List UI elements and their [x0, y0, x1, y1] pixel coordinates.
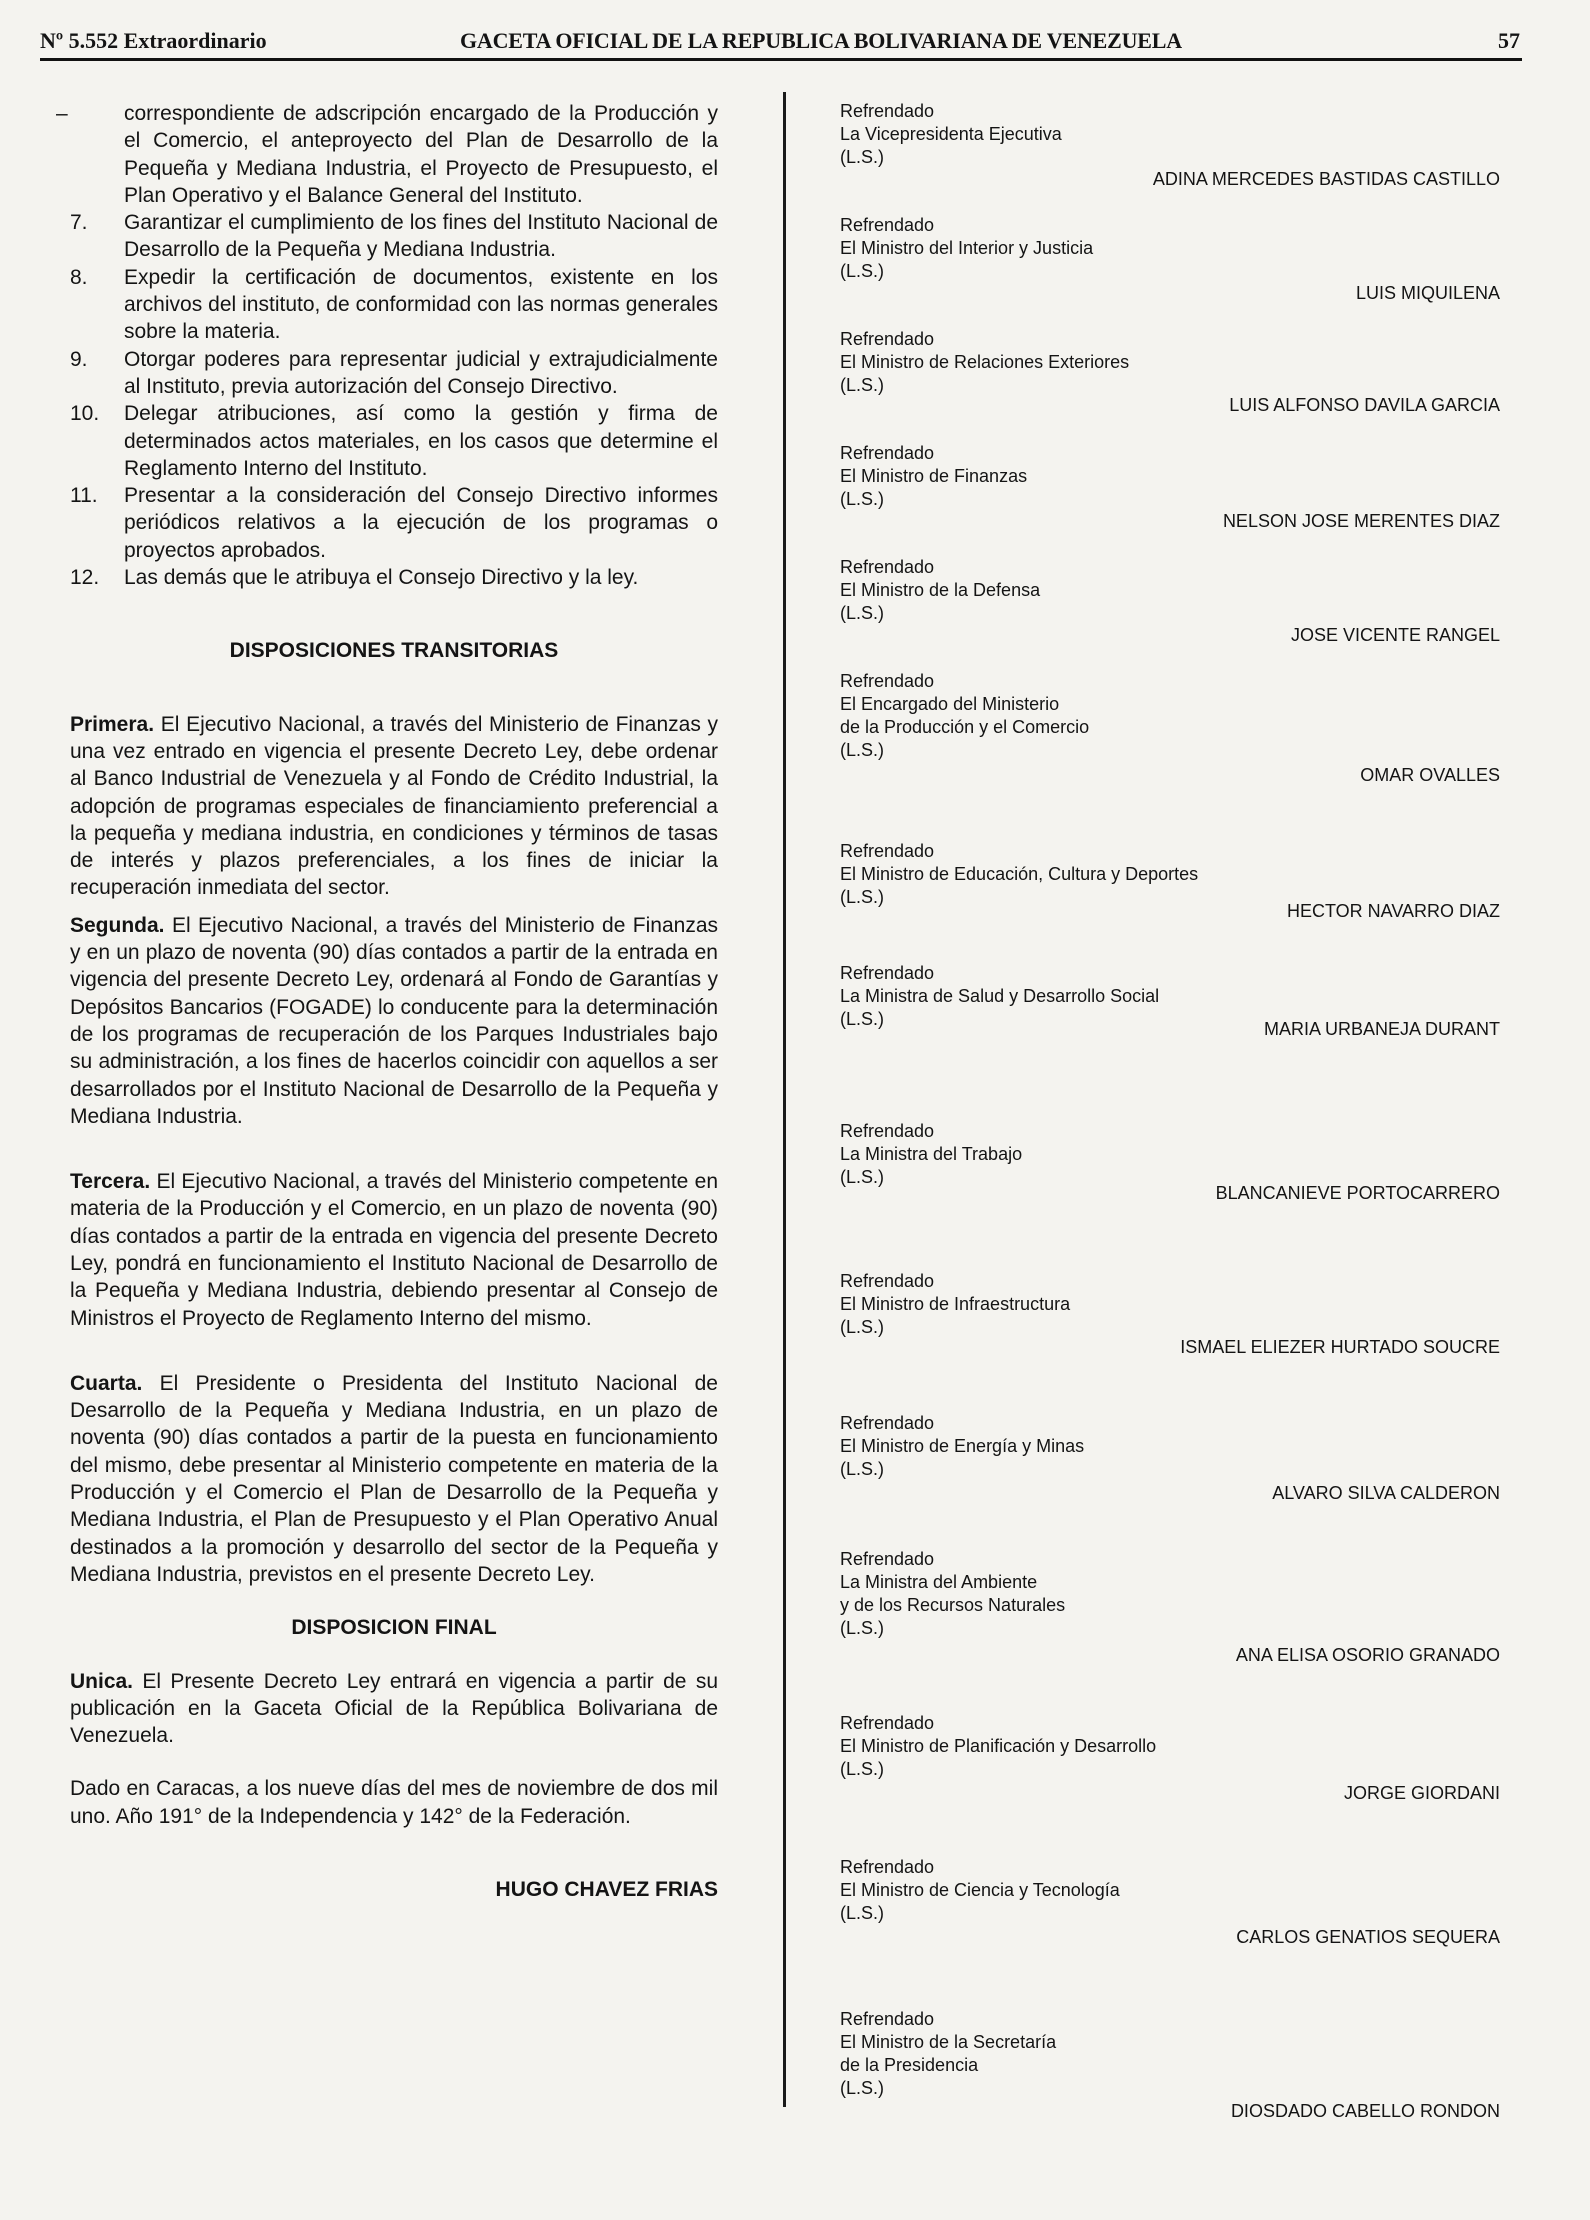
minister-name: ALVARO SILVA CALDERON — [1272, 1483, 1500, 1503]
header-rule — [40, 58, 1522, 61]
list-item — [70, 346, 718, 401]
list-item-number: 10. — [70, 402, 100, 426]
page-number: 57 — [1498, 28, 1520, 53]
list-item-text: Expedir la certificación de documentos, existente en los archivos del instituto, de conformidad con las normas generales sobre la materia. — [124, 265, 718, 344]
office-title: El Ministro de Infraestructura — [840, 1294, 1071, 1314]
countersignature-block — [840, 100, 1500, 189]
gazette-title: GACETA OFICIAL DE LA REPUBLICA BOLIVARIANA DE VENEZUELA — [460, 28, 1182, 53]
list-item-continuation — [56, 100, 718, 209]
refrendado-label: Refrendado — [840, 443, 935, 463]
list-item-text: Presentar a la consideración del Consejo Directivo informes periódicos relativos a la ejecución de los programas o proyectos aprobados. — [124, 484, 718, 562]
list-item-number: 7. — [70, 211, 88, 235]
ls-mark: (L.S.) — [840, 887, 885, 907]
refrendado-label: Refrendado — [840, 1413, 935, 1433]
unica-lead: Unica. — [70, 1669, 134, 1693]
list-item-number: 8. — [70, 265, 88, 289]
refrendado-label: Refrendado — [840, 329, 935, 349]
office-title: El Ministro de la Secretaría — [840, 2032, 1057, 2052]
countersignature-block — [840, 670, 1500, 785]
minister-name: ADINA MERCEDES BASTIDAS CASTILLO — [1152, 169, 1500, 189]
ls-mark: (L.S.) — [840, 2078, 885, 2098]
minister-name: DIOSDADO CABELLO RONDON — [1230, 2101, 1500, 2121]
office-title: La Ministra del Ambiente — [840, 1572, 1038, 1592]
list-item-number: 11. — [70, 484, 98, 508]
office-title: El Ministro de Energía y Minas — [840, 1436, 1085, 1456]
president-signature: HUGO CHAVEZ FRIAS — [495, 1878, 718, 1902]
tercera-text: El Ejecutivo Nacional, a través del Ministerio competente en materia de la Producción y el Comercio, en un plazo de noventa (90) días contados a partir de la entrada en vigencia del presente Decreto Ley, pondrá en funcionamiento el Instituto Nacional de Desarrollo de la Pequeña y Mediana Industria, debiendo presentar al Consejo de Ministros el Proyecto de Reglamento Interno del mismo. — [70, 1170, 718, 1330]
countersignature-block — [840, 2008, 1500, 2121]
office-title: El Ministro de Ciencia y Tecnología — [840, 1880, 1120, 1900]
list-item — [70, 400, 718, 482]
primera-lead: Primera. — [70, 712, 155, 736]
refrendado-label: Refrendado — [840, 101, 935, 121]
segunda-text: El Ejecutivo Nacional, a través del Ministerio de Finanzas y en un plazo de noventa (90) días contados a partir de la entrada en vigencia del presente Decreto Ley, ordenará al Fondo de Garantías y Depósitos Bancarios (FOGADE) lo conducente para la determinación de los programas de recuperación de los Parques Industriales bajo su administración, a los fines de hacerlos coincidir con aquellos a ser desarrollados por el Instituto Nacional de Desarrollo de la Pequeña y Mediana Industria. — [70, 913, 718, 1128]
list-item — [70, 482, 718, 564]
office-title: El Ministro del Interior y Justicia — [840, 238, 1094, 258]
dado-paragraph: Dado en Caracas, a los nueve días del mes de noviembre de dos mil uno. Año 191° de la Independencia y 142° de la Federación. — [70, 1777, 718, 1828]
office-title: y de los Recursos Naturales — [840, 1595, 1066, 1615]
countersignature-block — [840, 1548, 1500, 1665]
refrendado-label: Refrendado — [840, 841, 935, 861]
minister-name: JORGE GIORDANI — [1343, 1783, 1500, 1803]
countersignature-block — [840, 556, 1500, 645]
segunda-lead: Segunda. — [70, 913, 165, 937]
refrendado-label: Refrendado — [840, 1713, 935, 1733]
primera-paragraph — [70, 711, 718, 902]
ls-mark: (L.S.) — [840, 1459, 885, 1479]
office-title: El Ministro de Finanzas — [840, 466, 1028, 486]
office-title: El Ministro de Relaciones Exteriores — [840, 352, 1130, 372]
office-title: de la Presidencia — [840, 2055, 979, 2075]
list-item-text: Garantizar el cumplimiento de los fines del Instituto Nacional de Desarrollo de la Pequeña y Mediana Industria. — [124, 211, 718, 262]
office-title: El Ministro de la Defensa — [840, 580, 1041, 600]
unica-paragraph — [70, 1668, 718, 1750]
countersignature-block — [840, 442, 1500, 531]
minister-name: CARLOS GENATIOS SEQUERA — [1236, 1927, 1500, 1947]
list-item — [70, 264, 718, 346]
tercera-lead: Tercera. — [70, 1170, 151, 1194]
refrendado-label: Refrendado — [840, 1121, 935, 1141]
office-title: La Vicepresidenta Ejecutiva — [840, 124, 1062, 144]
final-heading: DISPOSICION FINAL — [291, 1616, 497, 1640]
countersignature-block — [840, 328, 1500, 415]
refrendado-label: Refrendado — [840, 557, 935, 577]
minister-name: LUIS MIQUILENA — [1355, 283, 1500, 303]
office-title: La Ministra del Trabajo — [840, 1144, 1023, 1164]
transitorias-heading: DISPOSICIONES TRANSITORIAS — [229, 639, 559, 663]
left-column — [56, 100, 718, 1903]
countersignature-block — [840, 214, 1500, 303]
countersignature-block — [840, 1120, 1500, 1203]
column-divider — [783, 92, 786, 2107]
list-item-text: Delegar atribuciones, así como la gestión y firma de determinados actos materiales, en los casos que determine el Reglamento Interno del Instituto. — [124, 402, 718, 480]
office-title: La Ministra de Salud y Desarrollo Social — [840, 986, 1160, 1006]
countersignature-block — [840, 1856, 1500, 1947]
office-title: El Ministro de Planificación y Desarrollo — [840, 1736, 1157, 1756]
ls-mark: (L.S.) — [840, 603, 885, 623]
minister-name: LUIS ALFONSO DAVILA GARCIA — [1229, 395, 1500, 415]
segunda-paragraph — [70, 912, 718, 1130]
list-item-text: Las demás que le atribuya el Consejo Directivo y la ley. — [124, 566, 639, 590]
ls-mark: (L.S.) — [840, 1167, 885, 1187]
ls-mark: (L.S.) — [840, 1903, 885, 1923]
list-item-text: Otorgar poderes para representar judicial y extrajudicialmente al Instituto, previa autorización del Consejo Directivo. — [124, 347, 718, 398]
tercera-paragraph — [70, 1168, 718, 1332]
refrendado-label: Refrendado — [840, 1857, 935, 1877]
list-item-text: correspondiente de adscripción encargado de la Producción y el Comercio, el anteproyecto del Plan de Desarrollo de la Pequeña y Mediana Industria, el Proyecto de Presupuesto, el Plan Operativo y el Balance General del Instituto. — [124, 102, 718, 207]
cuarta-lead: Cuarta. — [70, 1371, 143, 1395]
minister-name: OMAR OVALLES — [1360, 765, 1500, 785]
ls-mark: (L.S.) — [840, 740, 885, 760]
minister-name: NELSON JOSE MERENTES DIAZ — [1222, 511, 1500, 531]
ls-mark: (L.S.) — [840, 1618, 885, 1638]
list-item — [70, 209, 718, 264]
dash-mark: – — [56, 102, 68, 125]
minister-name: HECTOR NAVARRO DIAZ — [1286, 901, 1500, 921]
refrendado-label: Refrendado — [840, 963, 935, 983]
ls-mark: (L.S.) — [840, 1317, 885, 1337]
refrendado-label: Refrendado — [840, 1271, 935, 1291]
ls-mark: (L.S.) — [840, 1759, 885, 1779]
cuarta-paragraph — [70, 1370, 718, 1588]
ls-mark: (L.S.) — [840, 375, 885, 395]
attributions-list — [56, 100, 718, 591]
cuarta-text: El Presidente o Presidenta del Instituto Nacional de Desarrollo de la Pequeña y Mediana Industria, en un plazo de noventa (90) días contados a partir de la puesta en funcionamiento del mismo, debe presentar al Ministerio competente en materia de la Producción y el Comercio el Plan de Desarrollo de la Pequeña y Mediana Industria, el Plan de Presupuesto y el Plan Operativo Anual destinados a la promoción y desarrollo del sector de la Pequeña y Mediana Industria, previstos en el presente Decreto Ley. — [70, 1371, 718, 1586]
minister-name: MARIA URBANEJA DURANT — [1263, 1019, 1500, 1039]
minister-name: BLANCANIEVE PORTOCARRERO — [1215, 1183, 1500, 1203]
countersignature-block — [840, 962, 1500, 1039]
ls-mark: (L.S.) — [840, 489, 885, 509]
list-item-number: 9. — [70, 347, 88, 371]
minister-name: JOSE VICENTE RANGEL — [1290, 625, 1500, 645]
countersignature-block — [840, 1712, 1500, 1803]
refrendado-label: Refrendado — [840, 671, 935, 691]
primera-text: El Ejecutivo Nacional, a través del Ministerio de Finanzas y una vez entrado en vigencia el presente Decreto Ley, debe ordenar al Banco Industrial de Venezuela y al Fondo de Crédito Industrial, la adopción de programas especiales de financiamiento preferencial a la pequeña y mediana industria, en condiciones y términos de tasas de interés y plazos preferenciales, a los fines de iniciar la recuperación inmediata del sector. — [70, 712, 718, 900]
countersignature-block — [840, 1412, 1500, 1503]
countersignature-block — [840, 1270, 1500, 1357]
refrendado-label: Refrendado — [840, 1549, 935, 1569]
refrendado-label: Refrendado — [840, 2009, 935, 2029]
countersignature-block — [840, 840, 1500, 921]
ls-mark: (L.S.) — [840, 1009, 885, 1029]
ls-mark: (L.S.) — [840, 147, 885, 167]
issue-number: Nº 5.552 Extraordinario — [40, 28, 267, 53]
office-title: de la Producción y el Comercio — [840, 717, 1090, 737]
minister-name: ISMAEL ELIEZER HURTADO SOUCRE — [1180, 1337, 1500, 1357]
list-item-number: 12. — [70, 566, 100, 590]
minister-name: ANA ELISA OSORIO GRANADO — [1235, 1645, 1500, 1665]
page-header — [40, 28, 1520, 60]
office-title: El Encargado del Ministerio — [840, 694, 1060, 714]
ls-mark: (L.S.) — [840, 261, 885, 281]
unica-text: El Presente Decreto Ley entrará en vigencia a partir de su publicación en la Gaceta Oficial de la República Bolivariana de Venezuela. — [70, 1669, 718, 1748]
office-title: El Ministro de Educación, Cultura y Deportes — [840, 864, 1199, 884]
refrendado-label: Refrendado — [840, 215, 935, 235]
list-item — [70, 564, 718, 591]
